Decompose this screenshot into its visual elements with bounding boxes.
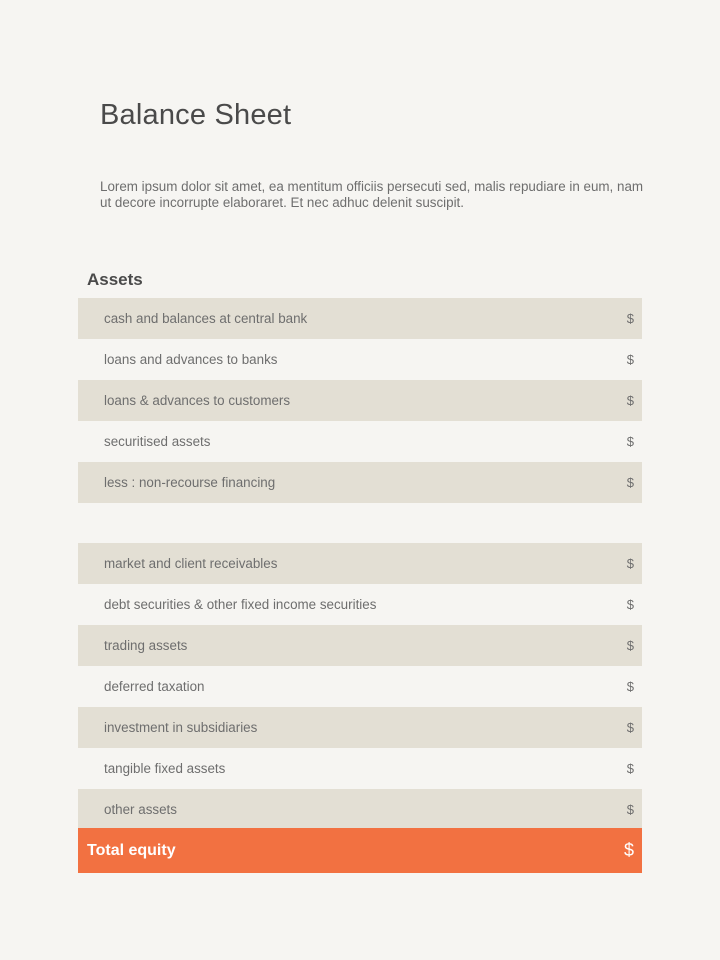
row-value: $	[626, 352, 634, 367]
assets-heading: Assets	[87, 270, 143, 289]
row-value: $	[626, 311, 634, 326]
total-equity-row	[78, 828, 642, 873]
total-equity-label: Total equity	[87, 841, 176, 859]
row-value: $	[626, 720, 634, 735]
row-value: $	[626, 679, 634, 694]
table-row	[78, 339, 642, 380]
table-row	[78, 421, 642, 462]
row-value: $	[626, 393, 634, 408]
table-row	[78, 789, 642, 830]
row-label: investment in subsidiaries	[104, 720, 258, 735]
table-row	[78, 298, 642, 339]
table-row	[78, 625, 642, 666]
row-value: $	[626, 802, 634, 817]
assets-table-group-2	[78, 543, 642, 830]
table-row	[78, 380, 642, 421]
page-title: Balance Sheet	[100, 99, 292, 131]
row-value: $	[626, 434, 634, 449]
assets-table-group-1	[78, 298, 642, 503]
row-value: $	[626, 475, 634, 490]
row-label: securitised assets	[104, 434, 211, 449]
row-value: $	[626, 761, 634, 776]
row-label: debt securities & other fixed income securities	[104, 597, 377, 612]
row-label: tangible fixed assets	[104, 761, 226, 776]
row-label: trading assets	[104, 638, 188, 653]
intro-paragraph: Lorem ipsum dolor sit amet, ea mentitum officiis persecuti sed, malis repudiare in eum, nam ut decore incorrupte elaboraret. Et nec adhuc delenit suscipit.	[100, 179, 644, 210]
table-row	[78, 584, 642, 625]
row-value: $	[626, 597, 634, 612]
row-label: loans and advances to banks	[104, 352, 278, 367]
table-row	[78, 462, 642, 503]
row-label: other assets	[104, 802, 177, 817]
row-value: $	[626, 556, 634, 571]
table-row	[78, 666, 642, 707]
row-value: $	[626, 638, 634, 653]
row-label: market and client receivables	[104, 556, 278, 571]
total-equity-value: $	[623, 840, 634, 860]
row-label: less : non-recourse financing	[104, 475, 276, 490]
table-row	[78, 748, 642, 789]
row-label: loans & advances to customers	[104, 393, 291, 408]
row-label: cash and balances at central bank	[104, 311, 308, 326]
row-label: deferred taxation	[104, 679, 205, 694]
table-row	[78, 707, 642, 748]
table-row	[78, 543, 642, 584]
